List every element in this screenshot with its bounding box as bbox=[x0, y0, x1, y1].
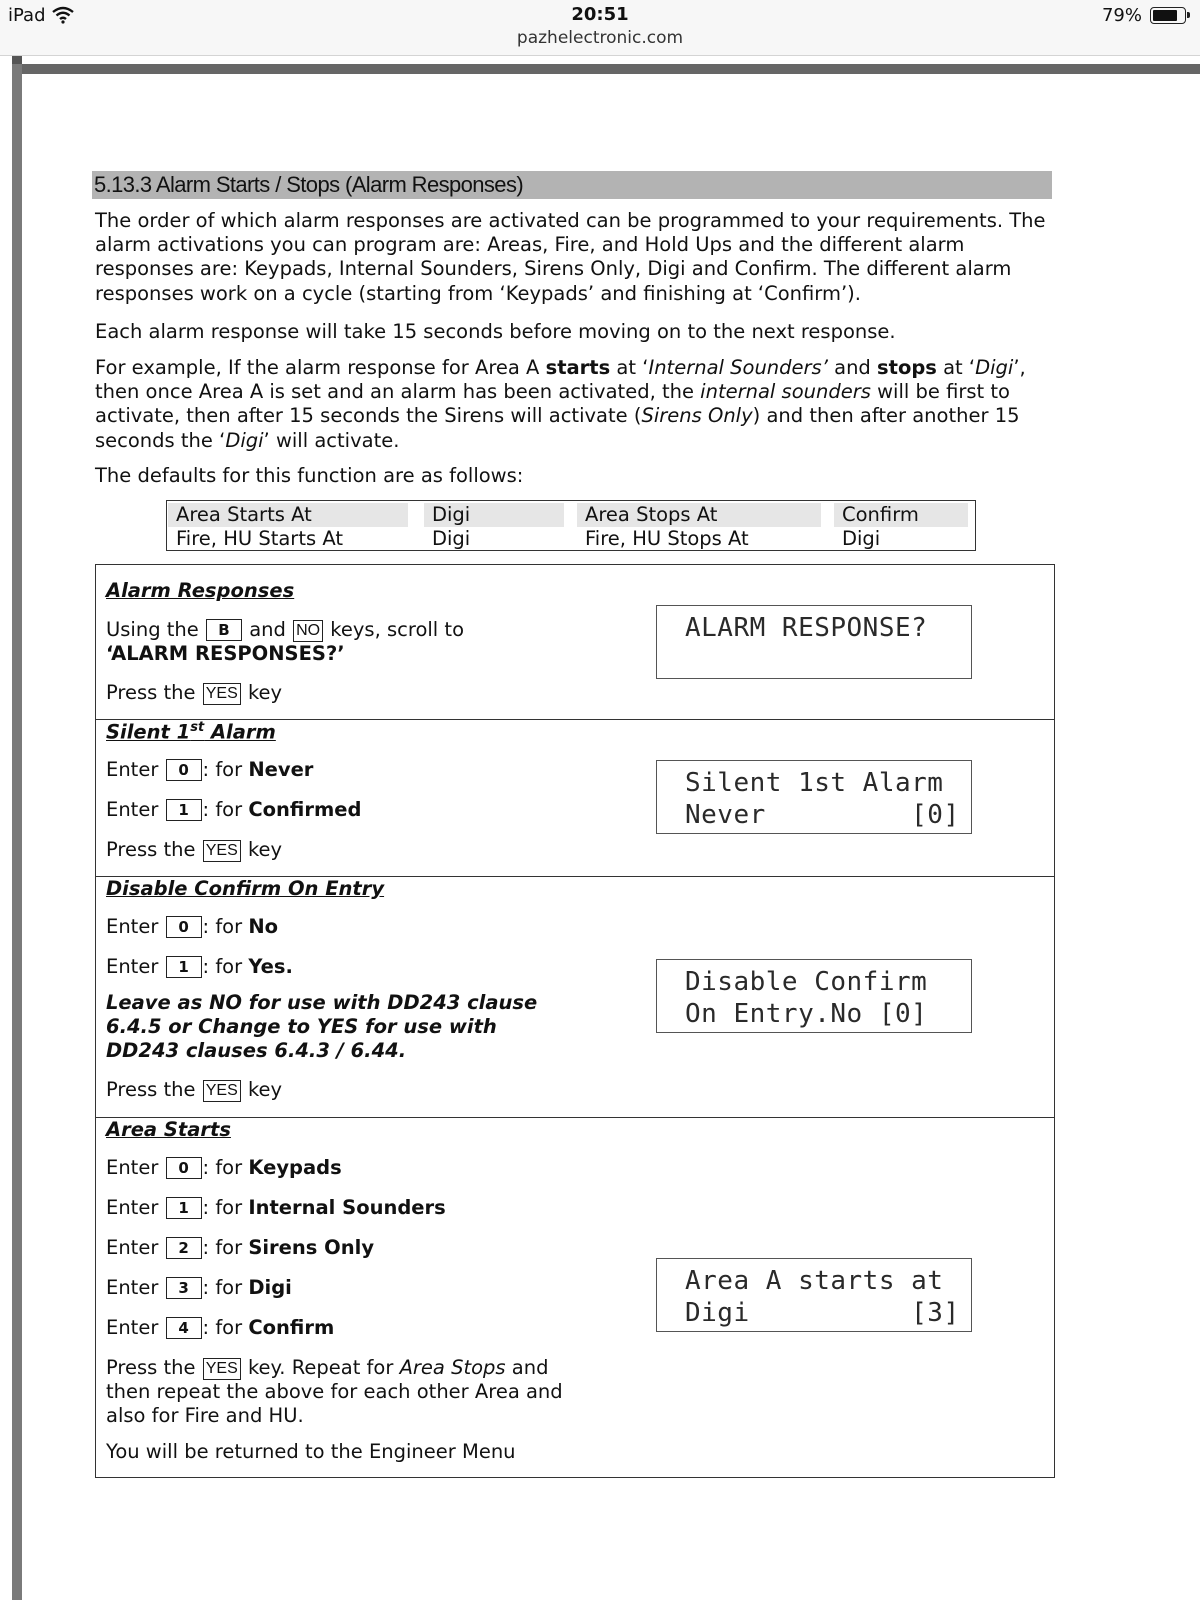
option-line: Enter 4 : for Confirm bbox=[106, 1316, 335, 1339]
intro-paragraph-1: The order of which alarm responses are activated can be programmed to your requirements. The alarm activations you can program are: Areas, Fire, and Hold Ups and the different alarm responses are: Keypads, Internal Sounders, Sirens Only, Digi and Confirm. The different alarm responses work on a cycle (starting from ‘Keypads’ and finishing at ‘Confirm’). bbox=[95, 209, 1046, 305]
option-line: Enter 0 : for Keypads bbox=[106, 1156, 342, 1179]
document-frame-top bbox=[12, 64, 1200, 74]
press-yes-line: Press the YES key bbox=[106, 838, 283, 861]
yes-key: YES bbox=[203, 1358, 241, 1380]
alarm-responses-block bbox=[96, 565, 1054, 719]
table-row bbox=[167, 503, 975, 527]
press-yes-line: Press the YES key bbox=[106, 681, 283, 704]
intro-paragraph-4: The defaults for this function are as follows: bbox=[95, 464, 524, 487]
address-bar-url[interactable]: pazhelectronic.com bbox=[516, 28, 684, 48]
silent-first-alarm-block bbox=[96, 719, 1054, 876]
status-bar bbox=[0, 0, 1200, 56]
one-key: 1 bbox=[166, 1197, 202, 1219]
document-frame-left bbox=[12, 64, 22, 1600]
yes-key: YES bbox=[203, 683, 241, 705]
instruction-line: Using the B and NO keys, scroll to bbox=[106, 618, 464, 641]
table-cell: Area Stops At bbox=[577, 503, 821, 527]
zero-key: 0 bbox=[166, 1157, 202, 1179]
battery-fill bbox=[1153, 10, 1177, 21]
intro-paragraph-2: Each alarm response will take 15 seconds before moving on to the next response. bbox=[95, 320, 896, 343]
defaults-table bbox=[166, 500, 976, 551]
battery-icon bbox=[1150, 7, 1186, 24]
dd243-note: Leave as NO for use with DD243 clause 6.4.5 or Change to YES for use with DD243 clauses 6.4.3 / 6.44. bbox=[106, 991, 538, 1063]
instruction-target: ‘ALARM RESPONSES?’ bbox=[106, 642, 345, 665]
yes-key: YES bbox=[203, 840, 241, 862]
table-cell: Digi bbox=[432, 527, 471, 550]
three-key: 3 bbox=[166, 1277, 202, 1299]
lcd-display: ALARM RESPONSE? bbox=[656, 605, 972, 679]
table-row bbox=[167, 527, 975, 551]
option-line: Enter 2 : for Sirens Only bbox=[106, 1236, 375, 1259]
yes-key: YES bbox=[203, 1080, 241, 1102]
battery-percent: 79% bbox=[1101, 5, 1142, 26]
return-note: You will be returned to the Engineer Menu bbox=[106, 1440, 516, 1463]
disable-confirm-block bbox=[96, 876, 1054, 1117]
block-title: Silent 1st Alarm bbox=[106, 720, 276, 744]
zero-key: 0 bbox=[166, 916, 202, 938]
table-cell: Digi bbox=[842, 527, 881, 550]
no-key: NO bbox=[293, 620, 323, 642]
option-line: Enter 0 : for No bbox=[106, 915, 279, 938]
option-line: Enter 1 : for Internal Sounders bbox=[106, 1196, 446, 1219]
intro-paragraph-3: For example, If the alarm response for Area A starts at ‘Internal Sounders’ and stops at ‘Digi’, then once Area A is set and an alarm has been activated, the internal sounders will be first to activate, then after 15 seconds the Sirens will activate (Sirens Only) and then after another 15 seconds the ‘Digi’ will activate. bbox=[95, 356, 1026, 452]
option-line: Enter 1 : for Confirmed bbox=[106, 798, 362, 821]
table-cell: Fire, HU Starts At bbox=[176, 527, 343, 550]
option-line: Enter 3 : for Digi bbox=[106, 1276, 292, 1299]
one-key: 1 bbox=[166, 956, 202, 978]
two-key: 2 bbox=[166, 1237, 202, 1259]
lcd-display: Area A starts at Digi [3] bbox=[656, 1258, 972, 1332]
press-yes-line: Press the YES key bbox=[106, 1078, 283, 1101]
option-line: Enter 1 : for Yes. bbox=[106, 955, 293, 978]
lcd-display: Silent 1st Alarm Never [0] bbox=[656, 760, 972, 834]
table-cell: Confirm bbox=[834, 503, 968, 527]
table-cell: Fire, HU Stops At bbox=[585, 527, 749, 550]
procedure-table bbox=[95, 564, 1055, 1478]
block-title: Disable Confirm On Entry bbox=[106, 877, 385, 900]
table-cell: Area Starts At bbox=[168, 503, 408, 527]
section-heading: 5.13.3 Alarm Starts / Stops (Alarm Responses) bbox=[92, 171, 1052, 199]
four-key: 4 bbox=[166, 1317, 202, 1339]
area-starts-block bbox=[96, 1117, 1054, 1477]
zero-key: 0 bbox=[166, 759, 202, 781]
block-title: Area Starts bbox=[106, 1118, 231, 1141]
lcd-display: Disable Confirm On Entry.No [0] bbox=[656, 959, 972, 1033]
table-cell: Digi bbox=[424, 503, 564, 527]
b-key: B bbox=[206, 619, 242, 641]
block-title: Alarm Responses bbox=[106, 579, 295, 602]
option-line: Enter 0 : for Never bbox=[106, 758, 314, 781]
clock: 20:51 bbox=[571, 4, 629, 25]
one-key: 1 bbox=[166, 799, 202, 821]
repeat-instructions: Press the YES key. Repeat for Area Stops and then repeat the above for each other Area and also for Fire and HU. bbox=[106, 1356, 563, 1428]
device-name: iPad bbox=[8, 5, 46, 26]
